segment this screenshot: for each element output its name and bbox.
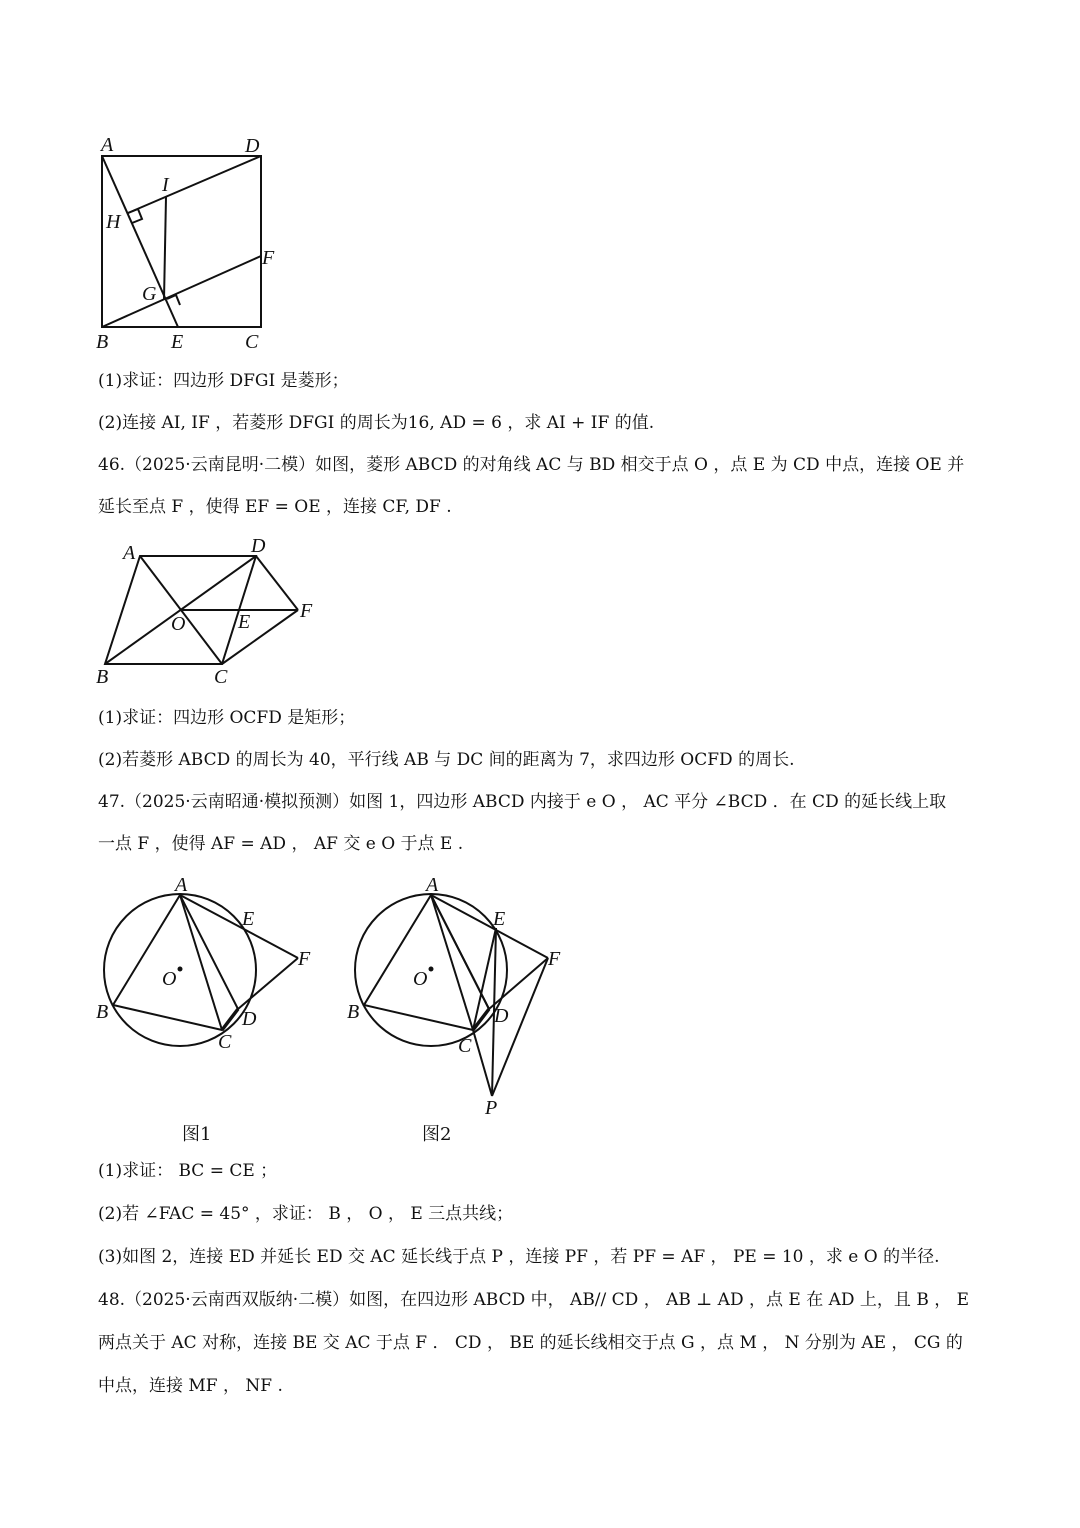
label-c: C	[214, 666, 228, 688]
label-c: C	[458, 1035, 472, 1057]
label-a: A	[426, 874, 439, 896]
label-b: B	[96, 1001, 109, 1023]
label-e: E	[171, 331, 184, 353]
label-d: D	[242, 1008, 257, 1030]
segment-cp	[473, 1030, 492, 1096]
label-e: E	[493, 908, 506, 930]
figure-q47-fig1	[92, 868, 324, 1058]
diagonal-ac	[180, 895, 222, 1030]
segment-df	[489, 958, 548, 1009]
label-o: O	[413, 968, 428, 990]
q46-stem-line1: 46.（2025·云南昆明·二模）如图，菱形 ABCD 的对角线 AC 与 BD 相交于点 O ，点 E 为 CD 中点，连接 OE 并	[98, 455, 965, 475]
q45-part1: (1)求证：四边形 DFGI 是菱形；	[98, 371, 349, 391]
label-c: C	[218, 1031, 232, 1053]
label-i: I	[162, 174, 169, 196]
q48-line2: 两点关于 AC 对称，连接 BE 交 AC 于点 F ． CD ， BE 的延长线相交于点 G ，点 M ， N 分别为 AE ， CG 的	[98, 1333, 963, 1353]
segment-cf	[222, 610, 298, 664]
caption-fig2: 图2	[422, 1124, 452, 1145]
label-d: D	[251, 535, 266, 557]
label-d: D	[494, 1005, 509, 1027]
label-f: F	[298, 948, 311, 970]
segment-pf	[492, 958, 548, 1096]
label-h: H	[106, 211, 121, 233]
label-o: O	[162, 968, 177, 990]
figure-q46-rhombus	[90, 532, 330, 692]
q46-part1: (1)求证：四边形 OCFD 是矩形；	[98, 708, 356, 728]
label-c: C	[245, 331, 259, 353]
label-e: E	[242, 908, 255, 930]
label-b: B	[96, 331, 109, 353]
label-o: O	[171, 613, 186, 635]
caption-fig1: 图1	[182, 1124, 212, 1145]
q48-line1: 48.（2025·云南西双版纳·二模）如图，在四边形 ABCD 中， AB// CD ， AB ⊥ AD ，点 E 在 AD 上，且 B ， E	[98, 1290, 970, 1310]
segment-di	[128, 156, 261, 213]
segment-ig	[164, 197, 166, 300]
label-b: B	[347, 1001, 360, 1023]
q45-part2: (2)连接 AI, IF ，若菱形 DFGI 的周长为16, AD = 6 ，求 AI + IF 的值.	[98, 413, 655, 433]
label-a: A	[123, 542, 136, 564]
square-abcd	[102, 156, 261, 327]
q46-part2: (2)若菱形 ABCD 的周长为 40，平行线 AB 与 DC 间的距离为 7，求四边形 OCFD 的周长.	[98, 750, 795, 770]
q48-line3: 中点，连接 MF ， NF .	[98, 1376, 283, 1396]
q47-part2: (2)若 ∠FAC = 45° ，求证： B ， O ， E 三点共线；	[98, 1204, 514, 1224]
label-a: A	[101, 134, 114, 156]
q47-stem-line1: 47.（2025·云南昭通·模拟预测）如图 1，四边形 ABCD 内接于 e O ， AC 平分 ∠BCD ．在 CD 的延长线上取	[98, 792, 947, 812]
q47-part3: (3)如图 2，连接 ED 并延长 ED 交 AC 延长线于点 P ，连接 PF ，若 PF = AF ， PE = 10 ，求 e O 的半径.	[98, 1247, 940, 1267]
label-f: F	[262, 247, 275, 269]
figure-q47-fig2	[342, 868, 574, 1120]
figure-q45-square	[90, 128, 290, 360]
q47-stem-line2: 一点 F ，使得 AF = AD ， AF 交 e O 于点 E .	[98, 834, 464, 854]
label-b: B	[96, 666, 109, 688]
q46-stem-line2: 延长至点 F ，使得 EF = OE ，连接 CF, DF .	[98, 497, 452, 517]
center-dot	[178, 967, 183, 972]
label-f: F	[300, 600, 313, 622]
q47-part1: (1)求证： BC = CE ；	[98, 1161, 278, 1181]
label-p: P	[485, 1097, 498, 1119]
label-e: E	[238, 611, 251, 633]
center-dot	[429, 967, 434, 972]
segment-bf	[102, 256, 261, 327]
label-d: D	[245, 135, 260, 157]
label-a: A	[175, 874, 188, 896]
label-f: F	[548, 948, 561, 970]
segment-df	[238, 958, 298, 1009]
segment-df	[256, 556, 298, 610]
label-g: G	[142, 283, 157, 305]
